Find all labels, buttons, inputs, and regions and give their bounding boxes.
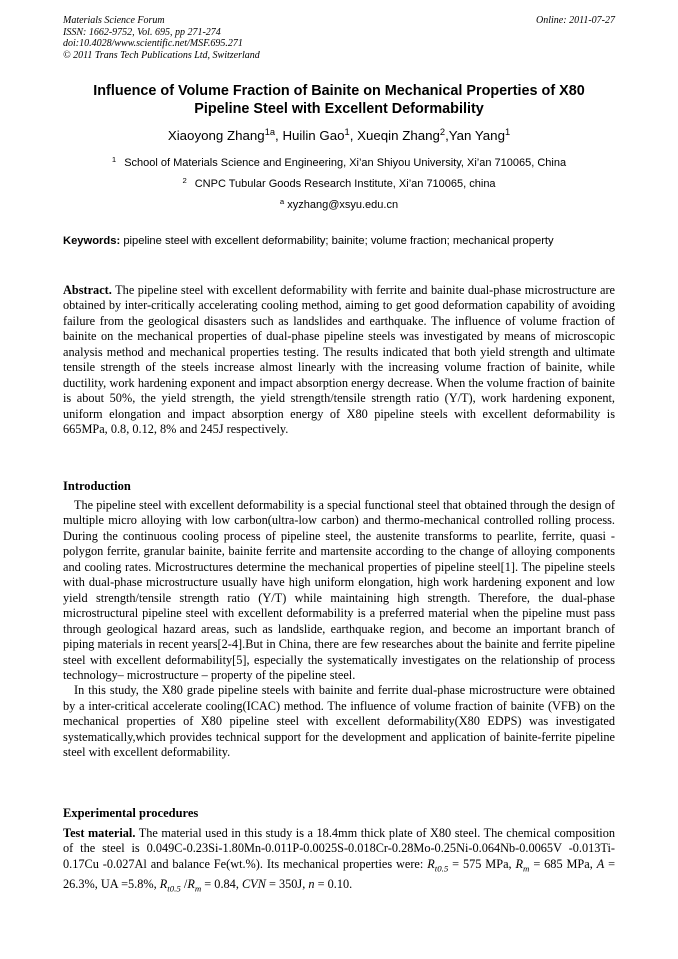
author-name: Yan Yang: [448, 128, 505, 143]
abstract-label: Abstract.: [63, 283, 112, 297]
author-sup: 1: [344, 126, 350, 137]
keywords-label: Keywords:: [63, 235, 121, 247]
email-sup: a: [279, 196, 285, 206]
online-date: Online: 2011-07-27: [536, 15, 615, 26]
test-material-label: Test material.: [63, 826, 136, 840]
author-name: Xiaoyong Zhang: [167, 128, 265, 143]
affiliation-1: [40, 154, 638, 170]
email-text: xyzhang@xsyu.edu.cn: [287, 199, 399, 211]
copyright: © 2011 Trans Tech Publications Ltd, Switzerland: [63, 49, 260, 61]
author-email: [40, 196, 638, 212]
author-sep: ,: [445, 128, 449, 143]
affiliation-text: School of Materials Science and Engineering, Xi’an Shiyou University, Xi’an 710065, China: [124, 157, 567, 169]
abstract: [63, 283, 615, 438]
intro-paragraph-2: In this study, the X80 grade pipeline steels with bainite and ferrite dual-phase microstructure were obtained by a inter-critical accelerate cooling(ICAC) method. The influence of volume fraction of bainite (VFB) on the mechanical properties of X80 pipeline steel with excellent deformability(X80 EDPS) was investigated systematically,which provides technical support for the development and application of bainite-ferrite pipeline steel with excellent deformability.: [63, 683, 615, 760]
keywords: [63, 234, 615, 249]
experimental-heading: Experimental procedures: [63, 806, 199, 820]
introduction-body: [63, 498, 615, 761]
author-sep: ,: [275, 128, 283, 143]
intro-paragraph-1: The pipeline steel with excellent deformability is a special functional steel that obtained through the design of multiple micro alloying with low carbon(ultra-low carbon) and thermo-mechanical controlled rolling process. During the continuous cooling process of pipeline steel, the austenite transforms to pearlite, ferrite, quasi -polygon ferrite, granular bainite, bainite ferrite and martensite according to the change of alloying components and cooling rates. Microstructures determine the mechanical properties of pipeline steel[1]. The pipeline steels with dual-phase microstructure usually have high uniform elongation, high work hardening exponent and low yield strength/tensile strength ratio (Y/T) while maintaining high strength. Therefore, the dual-phase microstructural pipeline steel with excellent deformability is a preferred material when the pipeline must pass through geological hazard areas, such as landslide, earthquake region, and become an important branch of piping materials in recent years[2-4].But in China, there are few researches about the bainite and ferrite pipeline steel with excellent deformability[5], especially the systematically investigates on the relationship of process technology– microstructure – property of the pipeline steel.: [63, 498, 615, 682]
abstract-text: The pipeline steel with excellent deformability with ferrite and bainite dual-phase microstructure are obtained by inter-critically accelerating cooling method, aiming to get good deformation capability of avoiding failure from the geological disasters such as landslides and earthquake. The influence of volume fraction of bainite on the mechanical properties of dual-phase pipeline steels was investigated by means of microscopic analysis method and mechanical properties testing. The results indicated that both yield strength and ultimate tensile strength of the steels increase almost linearly with the increasing volume fraction of bainite, while ductility, work hardening exponent and impact absorption energy decrease. When the volume fraction of bainite is about 50%, the yield strength, the yield strength/tensile strength ratio (Y/T), work hardening exponent, uniform elongation and impact absorption energy of X80 pipeline steels with excellent deformability is 665MPa, 0.8, 0.12, 8% and 245J respectively.: [63, 283, 615, 437]
author-sep: ,: [349, 128, 358, 143]
journal-header: [63, 15, 615, 61]
test-material: [63, 826, 615, 897]
mechanical-properties: $R_{t0.5} = 575$ MPa, $R_m = 685$ MPa, A = 26.3%, UA =5.8%, $R_{t0.5}$ $/R_m = 0.84$, CVN = 350J, n = 0.10.: [63, 856, 616, 894]
affiliation-text: CNPC Tubular Goods Research Institute, Xi’an 710065, china: [194, 178, 496, 190]
journal-name: Materials Science Forum: [63, 15, 165, 26]
affiliation-number: 1: [111, 154, 117, 164]
author-list: [40, 128, 638, 144]
affiliation-number: 2: [182, 175, 187, 185]
author-sup: 1a: [264, 126, 276, 137]
author-sup: 2: [439, 126, 446, 137]
author-sup: 1: [504, 126, 511, 137]
title-line-1: Influence of Volume Fraction of Bainite on Mechanical Properties of X80: [93, 83, 585, 99]
author-name: Xueqin Zhang: [357, 128, 440, 143]
title-line-2: Pipeline Steel with Excellent Deformability: [194, 101, 484, 117]
affiliation-2: [40, 175, 638, 191]
introduction-heading: Introduction: [63, 479, 131, 493]
journal-issn: ISSN: 1662-9752, Vol. 695, pp 271-274: [63, 26, 221, 38]
author-name: Huilin Gao: [282, 128, 345, 143]
keywords-text: pipeline steel with excellent deformability; bainite; volume fraction; mechanical property: [123, 235, 554, 247]
test-material-text: The material used in this study is a 18.4mm thick plate of X80 steel. The chemical composition of the steel is 0.049C-0.23Si-1.80Mn-0.011P-0.0025S-0.018Cr-0.28Mo-0.25Ni-0.064Nb-0.0065V -0.013Ti-0.17Cu -0.027Al and balance Fe(wt.%). Its mechanical properties were:: [63, 826, 615, 871]
paper-title: [40, 82, 638, 118]
journal-doi: doi:10.4028/www.scientific.net/MSF.695.271: [63, 38, 243, 49]
